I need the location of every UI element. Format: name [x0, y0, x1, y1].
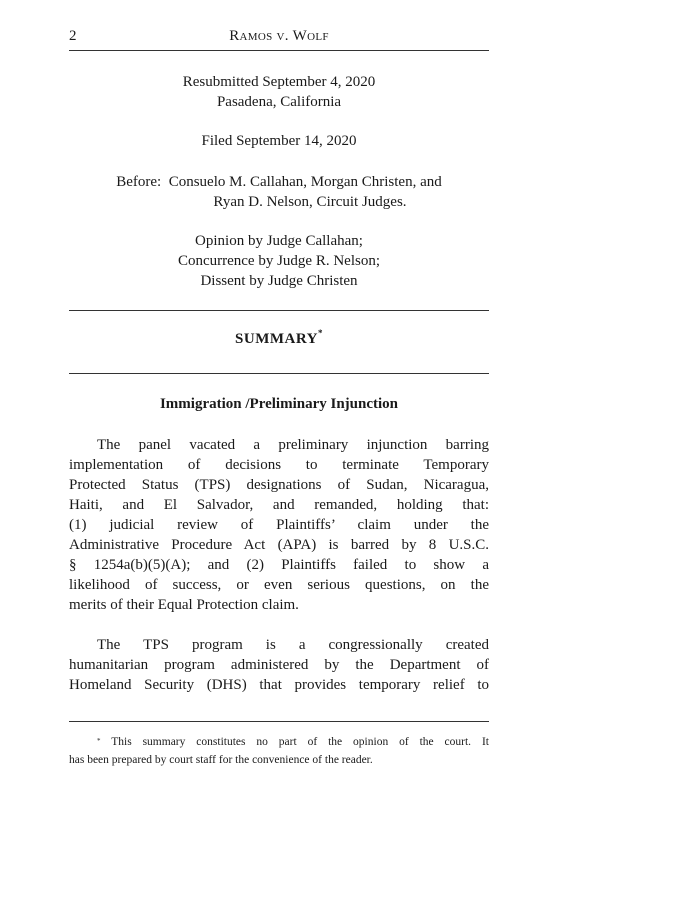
- summary-subheading: Immigration /Preliminary Injunction: [159, 396, 399, 412]
- footnote-line-2: has been prepared by court staff for the convenience of the reader.: [69, 754, 373, 766]
- paragraph-line: Protected Status (TPS) designations of Sudan, Nicaragua,: [69, 477, 489, 493]
- authorship-block: [69, 231, 489, 291]
- footnote-marker: *: [97, 737, 101, 745]
- resubmitted-date: Resubmitted September 4, 2020: [182, 74, 376, 90]
- paragraph-line: The TPS program is a congressionally created: [97, 637, 489, 653]
- summary-bottom-rule: [69, 373, 489, 374]
- summary-paragraph-1: [69, 435, 489, 615]
- court-location: Pasadena, California: [216, 94, 342, 110]
- panel-line-2: Ryan D. Nelson, Circuit Judges.: [213, 194, 407, 210]
- summary-top-rule: [69, 310, 489, 311]
- filed-block: [69, 131, 489, 151]
- filed-date: Filed September 14, 2020: [201, 133, 357, 149]
- footnote: [69, 733, 489, 769]
- running-title: Ramos v. Wolf: [229, 28, 329, 44]
- paragraph-line: (1) judicial review of Plaintiffs’ claim under the: [69, 517, 489, 533]
- paragraph-line: Haiti, and El Salvador, and remanded, holding that:: [69, 497, 489, 513]
- paragraph-line: merits of their Equal Protection claim.: [69, 597, 299, 613]
- footnote-rule: [69, 721, 489, 722]
- paragraph-line: implementation of decisions to terminate Temporary: [69, 457, 489, 473]
- panel-line-1: Before: Consuelo M. Callahan, Morgan Christen, and: [116, 174, 442, 190]
- page-number: 2: [69, 28, 77, 44]
- summary-heading: [69, 328, 489, 348]
- footnote-line-1: [69, 733, 489, 751]
- summary-paragraph-2: [69, 635, 489, 695]
- footnote-text-1: This summary constitutes no part of the opinion of the court. It: [111, 736, 489, 748]
- paragraph-line: Administrative Procedure Act (APA) is barred by 8 U.S.C.: [69, 537, 489, 553]
- dissent-author: Dissent by Judge Christen: [200, 273, 358, 289]
- page-header: [69, 28, 489, 48]
- header-rule: [69, 50, 489, 51]
- concurrence-author: Concurrence by Judge R. Nelson;: [177, 253, 381, 269]
- summary-title: SUMMARY: [235, 331, 318, 347]
- summary-footnote-marker[interactable]: *: [317, 328, 323, 338]
- paragraph-line: humanitarian program administered by the Department of: [69, 657, 489, 673]
- paragraph-line: likelihood of success, or even serious questions, on the: [69, 577, 489, 593]
- paragraph-line: Homeland Security (DHS) that provides temporary relief to: [69, 677, 489, 693]
- resubmission-block: [69, 72, 489, 112]
- panel-block: [69, 172, 489, 212]
- paragraph-line: The panel vacated a preliminary injunction barring: [97, 437, 489, 453]
- paragraph-line: § 1254a(b)(5)(A); and (2) Plaintiffs failed to show a: [69, 557, 489, 573]
- opinion-author: Opinion by Judge Callahan;: [195, 233, 363, 249]
